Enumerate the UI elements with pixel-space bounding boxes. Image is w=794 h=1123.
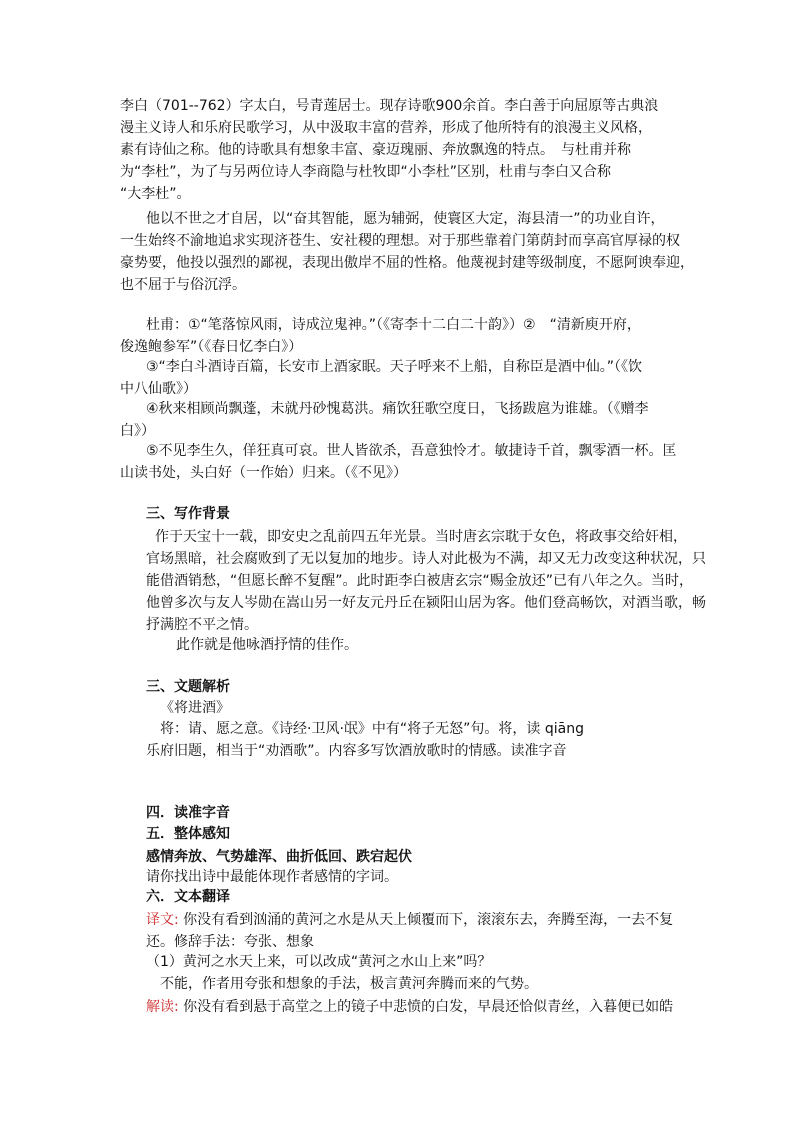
answer-1: 不能，作者用夸张和想象的手法，极言黄河奔腾而来的气势。 xyxy=(160,976,538,992)
intro-line-4: 为“李杜”，为了与另两位诗人李商隐与杜牧即“小李杜”区别，杜甫与李白又合称 xyxy=(120,164,612,180)
intro-line-3: 素有诗仙之称。他的诗歌具有想象丰富、豪迈瑰丽、奔放飘逸的特点。 与杜甫并称 xyxy=(120,142,631,158)
background-line-2: 官场黑暗，社会腐败到了无以复加的地步。诗人对此极为不满，却又无力改变这种状况，只 xyxy=(146,551,706,567)
translation-label: 译文: xyxy=(146,912,179,928)
background-line-1: 作于天宝十一载，即安史之乱前四五年光景。当时唐玄宗耽于女色，将政事交给奸相， xyxy=(155,529,687,545)
interpretation-line-1 xyxy=(146,996,673,1018)
dufu-line-8: 山读书处，头白好（一作始）归来。（《不见》） xyxy=(120,465,407,481)
intro-line-1: 李白（701--762）字太白，号青莲居士。现存诗歌900余首。李白善于向屈原等古典浪 xyxy=(120,98,659,114)
translation-line-2: 还。修辞手法：夸张、想象 xyxy=(146,934,314,950)
dufu-line-6: 白》） xyxy=(120,423,155,439)
background-line-5: 抒满腔不平之情。 xyxy=(146,617,258,633)
character-line-2: 一生始终不渝地追求实现济苍生、安社稷的理想。对于那些靠着门第荫封而享高官厚禄的权 xyxy=(120,233,680,249)
background-heading: 三、写作背景 xyxy=(146,506,230,522)
background-line-4: 他曾多次与友人岑勋在嵩山另一好友元丹丘在颍阳山居为客。他们登高畅饮，对酒当歌，畅 xyxy=(146,595,706,611)
character-line-4: 也不屈于与俗沉浮。 xyxy=(120,277,246,293)
translation-line-1 xyxy=(146,909,673,931)
poem-title: 《将进酒》 xyxy=(160,700,230,716)
title-analysis-line-1: 将：请、愿之意。《诗经·卫风·氓》中有“将子无怒”句。将，读 qiāng xyxy=(160,721,584,737)
dufu-line-3: ③“李白斗酒诗百篇，长安市上酒家眠。天子呼来不上船，自称臣是酒中仙。”（《饮 xyxy=(146,359,643,375)
translation-text-1: 你没有看到汹涌的黄河之水是从天上倾覆而下，滚滚东去，奔腾至海，一去不复 xyxy=(178,912,674,928)
section-5-heading: 五．整体感知 xyxy=(146,826,230,842)
section-4-heading: 四．读准字音 xyxy=(146,805,230,821)
background-line-6: 此作就是他咏酒抒情的佳作。 xyxy=(176,637,358,653)
title-analysis-heading: 三、文题解析 xyxy=(146,679,230,695)
title-analysis-line-2: 乐府旧题，相当于“劝酒歌”。内容多写饮酒放歌时的情感。读准字音 xyxy=(146,743,567,759)
dufu-line-2: 俊逸鲍参军”（《春日忆李白》） xyxy=(120,339,303,355)
dufu-line-1: 杜甫：①“笔落惊风雨，诗成泣鬼神。”（《寄李十二白二十韵》）② “清新庾开府， xyxy=(146,317,641,333)
character-line-3: 豪势要，他投以强烈的鄙视，表现出傲岸不屈的性格。他蔑视封建等级制度，不愿阿谀奉迎， xyxy=(120,255,694,271)
dufu-line-7: ⑤不见李生久，佯狂真可哀。世人皆欲杀，吾意独怜才。敏捷诗千首，飘零酒一杯。匡 xyxy=(146,443,677,459)
emotion-keywords: 感情奔放、气势雄浑、曲折低回、跌宕起伏 xyxy=(146,849,412,865)
interpretation-text-1: 你没有看到悬于高堂之上的镜子中悲愤的白发，早晨还恰似青丝，入暮便已如皓 xyxy=(178,999,674,1015)
character-line-1: 他以不世之才自居，以“奋其智能，愿为辅弼，使寰区大定，海县清一”的功业自许， xyxy=(146,211,665,227)
intro-line-5: “大李杜”。 xyxy=(120,186,191,202)
dufu-line-4: 中八仙歌》） xyxy=(120,381,197,397)
dufu-line-5: ④秋来相顾尚飘蓬，未就丹砂愧葛洪。痛饮狂歌空度日，飞扬跋扈为谁雄。（《赠李 xyxy=(146,401,649,417)
background-line-3: 能借酒销愁，“但愿长醉不复醒”。此时距李白被唐玄宗“赐金放还”已有八年之久。当时， xyxy=(146,573,694,589)
intro-line-2: 漫主义诗人和乐府民歌学习，从中汲取丰富的营养，形成了他所特有的浪漫主义风格， xyxy=(120,120,652,136)
question-1: （1）黄河之水天上来，可以改成“黄河之水山上来”吗？ xyxy=(146,954,492,970)
section-5-prompt: 请你找出诗中最能体现作者感情的字词。 xyxy=(146,869,398,885)
interpretation-label: 解读: xyxy=(146,999,179,1015)
section-6-heading: 六．文本翻译 xyxy=(146,889,230,905)
